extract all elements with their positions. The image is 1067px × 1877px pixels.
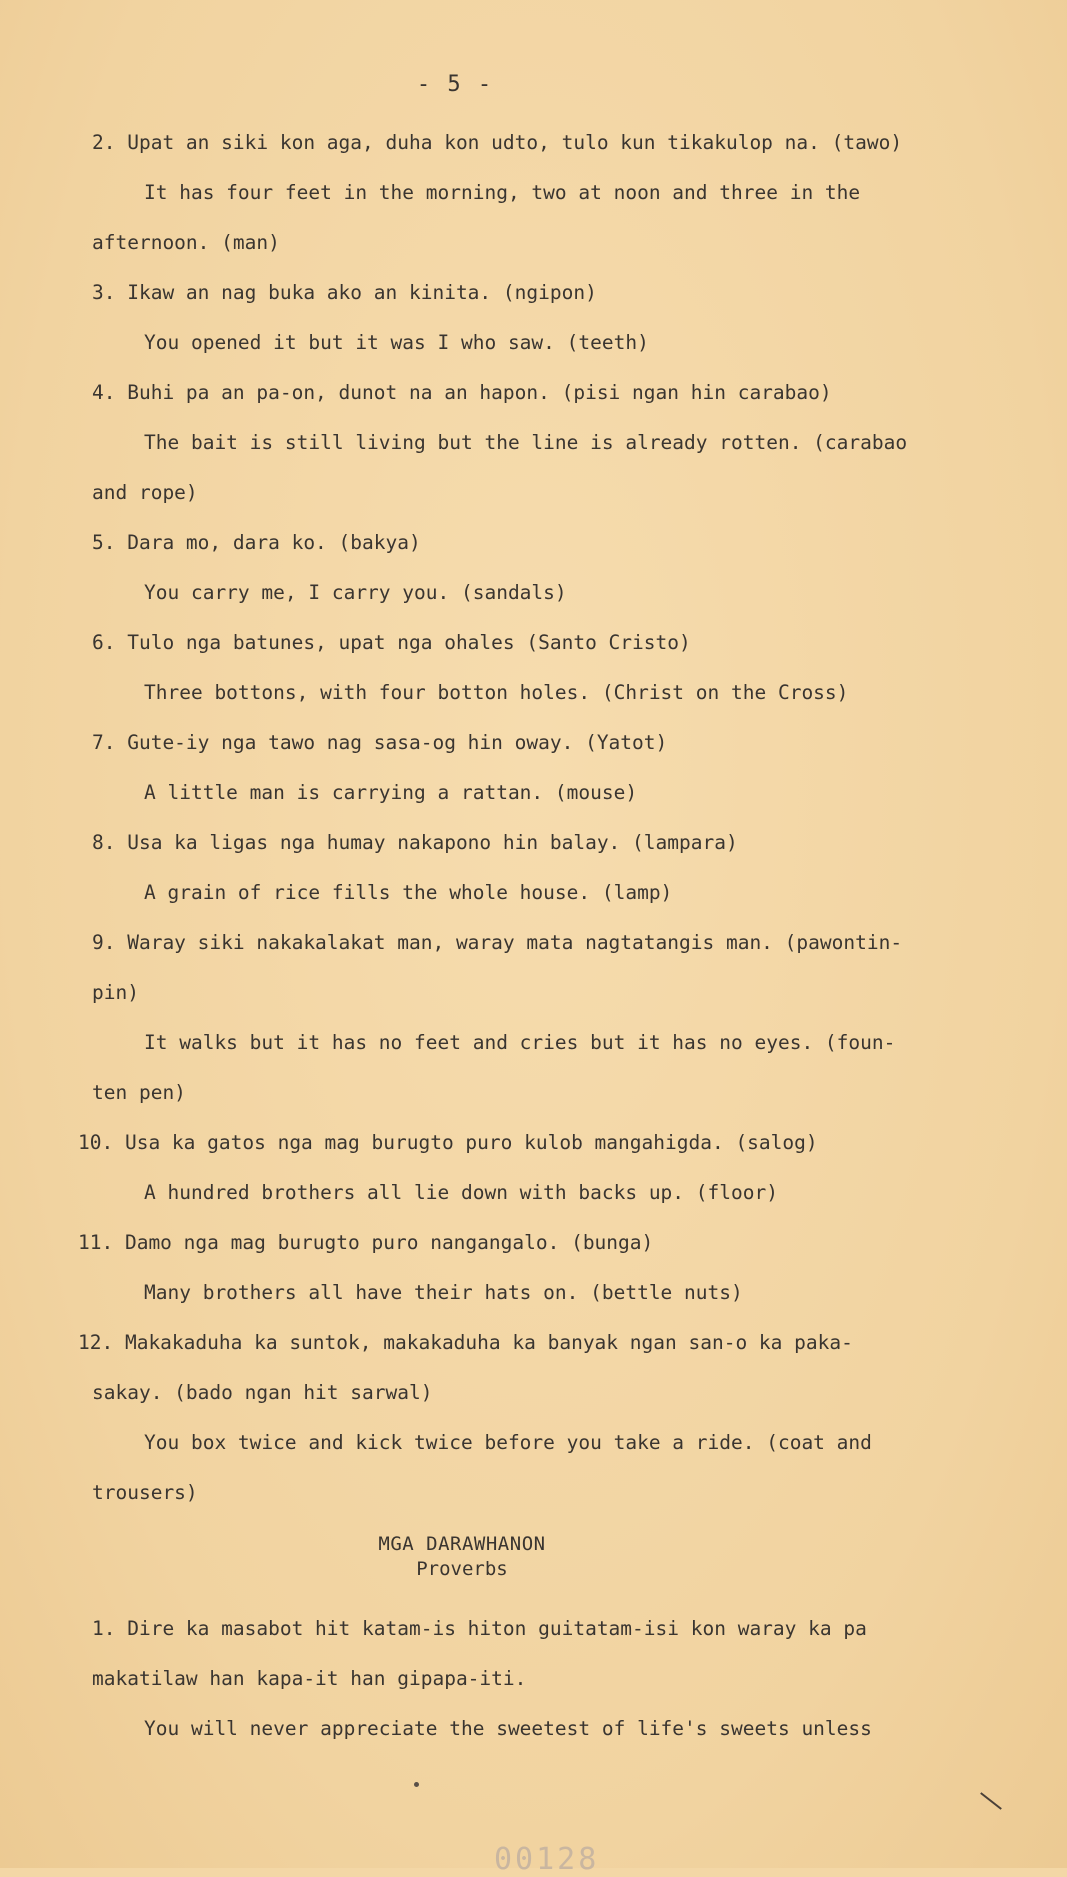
- riddle-english: A grain of rice fills the whole house. (lamp): [144, 881, 673, 904]
- riddle-vernacular: 9. Waray siki nakakalakat man, waray mata nagtatangis man. (pawontin-: [92, 931, 903, 954]
- riddle-item: [92, 818, 992, 918]
- proverb-item: [92, 1604, 992, 1754]
- riddle-item: [92, 618, 992, 718]
- riddle-item: [92, 718, 992, 818]
- riddle-english: A hundred brothers all lie down with backs up. (floor): [144, 1181, 778, 1204]
- riddle-vernacular: 6. Tulo nga batunes, upat nga ohales (Santo Cristo): [92, 631, 691, 654]
- riddle-vernacular: 4. Buhi pa an pa-on, dunot na an hapon. (pisi ngan hin carabao): [92, 381, 832, 404]
- riddle-english-cont: ten pen): [92, 1081, 186, 1104]
- riddle-english: Many brothers all have their hats on. (bettle nuts): [144, 1281, 743, 1304]
- page-content: [78, 118, 992, 1754]
- riddle-english-cont: afternoon. (man): [92, 231, 280, 254]
- archive-stamp: 00128: [494, 1842, 600, 1877]
- proverb-english: You will never appreciate the sweetest of life's sweets unless: [144, 1717, 872, 1740]
- section-subtitle: Proverbs: [416, 1558, 508, 1580]
- riddle-vernacular: 2. Upat an siki kon aga, duha kon udto, tulo kun tikakulop na. (tawo): [92, 131, 903, 154]
- riddle-vernacular: 3. Ikaw an nag buka ako an kinita. (ngipon): [92, 281, 597, 304]
- riddle-item: [78, 1318, 992, 1518]
- riddle-item: [92, 268, 992, 368]
- ink-dot: [414, 1782, 419, 1787]
- riddle-vernacular-cont: sakay. (bado ngan hit sarwal): [92, 1381, 433, 1404]
- section-title: MGA DARAWHANON: [378, 1533, 546, 1555]
- riddle-item: [78, 1118, 992, 1218]
- riddle-vernacular: 11. Damo nga mag burugto puro nangangalo. (bunga): [78, 1231, 654, 1254]
- riddle-english: The bait is still living but the line is already rotten. (carabao: [144, 431, 908, 454]
- proverb-vernacular: 1. Dire ka masabot hit katam-is hiton guitatam-isi kon waray ka pa: [92, 1617, 867, 1640]
- riddle-vernacular: 5. Dara mo, dara ko. (bakya): [92, 531, 421, 554]
- riddle-english: You box twice and kick twice before you take a ride. (coat and: [144, 1431, 872, 1454]
- page-number: - 5 -: [416, 72, 494, 97]
- pen-mark: [980, 1792, 1002, 1810]
- riddle-vernacular: 10. Usa ka gatos nga mag burugto puro kulob mangahigda. (salog): [78, 1131, 818, 1154]
- riddle-english: A little man is carrying a rattan. (mouse): [144, 781, 638, 804]
- riddle-vernacular: 7. Gute-iy nga tawo nag sasa-og hin oway. (Yatot): [92, 731, 668, 754]
- riddle-english: It has four feet in the morning, two at noon and three in the: [144, 181, 861, 204]
- proverb-vernacular-cont: makatilaw han kapa-it han gipapa-iti.: [92, 1667, 527, 1690]
- riddle-english: You opened it but it was I who saw. (teeth): [144, 331, 649, 354]
- riddle-vernacular: 8. Usa ka ligas nga humay nakapono hin balay. (lampara): [92, 831, 738, 854]
- riddle-item: [92, 518, 992, 618]
- riddle-english: You carry me, I carry you. (sandals): [144, 581, 567, 604]
- riddle-vernacular-cont: pin): [92, 981, 139, 1004]
- riddle-item: [92, 118, 992, 268]
- riddle-item: [92, 368, 992, 518]
- riddle-english-cont: and rope): [92, 481, 198, 504]
- riddle-english: Three bottons, with four botton holes. (Christ on the Cross): [144, 681, 849, 704]
- riddle-item: [92, 918, 992, 1118]
- riddle-english: It walks but it has no feet and cries but it has no eyes. (foun-: [144, 1031, 896, 1054]
- riddle-item: [78, 1218, 992, 1318]
- riddle-english-cont: trousers): [92, 1481, 198, 1504]
- riddle-vernacular: 12. Makakaduha ka suntok, makakaduha ka banyak ngan san-o ka paka-: [78, 1331, 853, 1354]
